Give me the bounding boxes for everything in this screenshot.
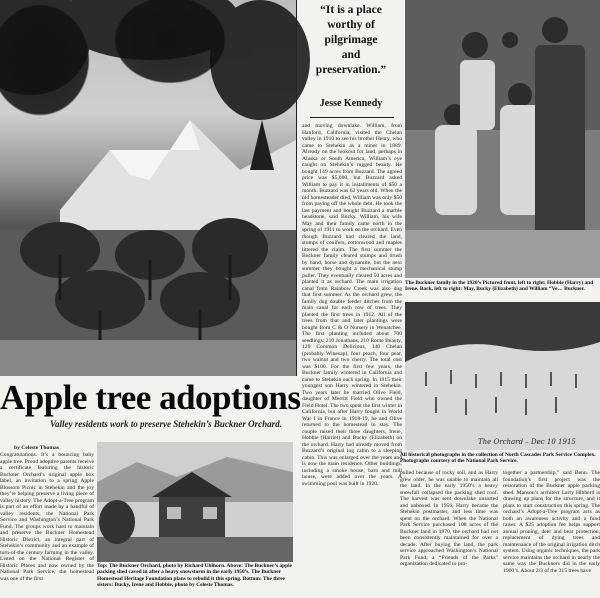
article-column-middle: and moving downlake. William, from Hanford, California, visited the Chelan valley in 1910 to see his brother Henry, who came to Stehekin as a miner in 1889. Already on the lookout for land, perhaps in Alaska or South America, William’s eye caught on Stehekin’s rugged beauty. He bought 149 acres from Buzzard. The agreed price was $5,000, but Buzzard asked William to pay it in installments of $50 a month. Buzzard was 62 years old. When the old homesteader died, William was only $50 from paying off the whole debt. He took the last payment and bought Buzzard a marble headstone, said Bucky. William, his wife May and their family came north in the spring of 1911 to work on the orchard. Even though Buzzard had cleared the land, stumps of conifers, cottonwood and maples littered the claim. The first summer the Buckner family cleared stumps and brush by hand, horse and dynamite, but the next summer they bought a mechanical stump puller. They eventually cleared 50 acres and planted it as orchard. The main irrigation canal from Rainbow Creek was also dug that first summer. As the orchard grew, the family dug double feeder ditches from the main canal for each row of trees. They planted the first trees in 1912. All of the trees from that and later plantings were bought from C & O Nursery in Wenatchee. The first planting included about 700 seedlings: 210 Jonathans, 210 Rome Beauty, 120 Common Delicious, 140 Chelan (probably Winesap), four peach, four pear, two walnut and two cherry. The total cost was $100. For the first few years, the Buckner family wintered in California and came to Stehekin each spring. In 1915 their youngest son Harry wintered in Stehekin. Two years later he married Olive Field, daughter of Merritt Field who owned the Field Hotel. The two spent the first winter in California, but after Harry fought in World War I in France in 1918-19, he and Olive returned to the homestead to stay. The couple raised their three daughters, Irene, Hobbie (Harriet) and Bucky (Elizabeth) on the orchard. Harry had already moved from Buzzard’s original log cabin to a sleeping cabin. This was enlarged over the years and is now the main residence. Other buildings, including a smoke house, barn and mill house, were added over the years. A swimming pool was built in 1920. — [302, 123, 402, 487]
archive-credit-caption: All historical photographs in the collection of North Cascades Park Service Complex. Photographs courtesy of the National Park Service. — [400, 452, 596, 465]
pull-quote-line: and — [341, 49, 361, 61]
quote-rule — [310, 117, 394, 118]
article-column-middle-continued — [302, 382, 402, 596]
orchard-photo — [0, 0, 296, 376]
pull-quote-author: Jesse Kennedy — [319, 98, 383, 109]
orchard-illustration — [0, 0, 296, 376]
handwritten-photo-note: The Orchard – Dec 10 1915 — [478, 438, 576, 446]
article-column-left — [0, 452, 94, 598]
pull-quote-line: “It is a place — [320, 4, 382, 16]
article-column-left-text: Congratulations. It’s a bouncing baby apple tree. Proud adoptive parents receive a certificate featuring the historic Buckner Orchard’s original apple box label, an invitation to a spring Apple Blossom Picnic in Stehekin and the joy they’re helping preserve a living piece of valley history. The Adopt-a-Tree program is part of an effort made by a handful of valley residents, the National Park Service and Washington’s National Park Fund. The groups work hard to maintain and preserve the Buckner Homestead Historic District, an integral part of Stehekin’s community and an example of turn-of-the century farming in the valley. Listed on the National Register of Historic Places and now owned by the National Park Service, the homestead was one of the first — [0, 452, 94, 582]
packing-shed-photo — [97, 442, 293, 562]
packing-shed-caption: Top: The Buckner Orchard, photo by Richard Uhlhorn. Above: The Buckner’s apple packing shed caved in after a heavy snowstorm in the early 1950’s. The Buckner Homestead Heritage Foundation plans to rebuild it this spring. Bottom: The three sisters: Bucky, Irene and Hobbie, photo by Celeste Thomas. — [97, 563, 293, 589]
pull-quote-line: preservation.” — [315, 64, 387, 76]
subheadline: Valley residents work to preserve Stehekin’s Buckner Orchard. — [50, 419, 282, 429]
orchard-1915-illustration — [405, 302, 600, 450]
orchard-1915-photo — [405, 302, 600, 450]
pull-quote-line: worthy of — [327, 19, 375, 31]
family-photo-caption: The Buckner family in the 1920’s Pictured front, left to right: Hobbie (Harry) and Irene. Back, left to right: May, Bucky (Elizabeth) and William “Ve… Buckner. — [405, 280, 594, 293]
family-illustration — [405, 0, 600, 278]
headline: Apple tree adoptions — [0, 378, 301, 417]
packing-shed-illustration — [97, 442, 293, 562]
pull-quote-line: pilgrimage — [324, 34, 378, 46]
pull-quote — [296, 3, 406, 78]
article-column-right-a: pulled because of rocky soil, and as Harry grew older, he was unable to maintain all the land. In the early 1950’s a heavy snowfall collapsed the packing shed roof. The harvest was sent downlake unsorted and unboxed. In 1956, Harry became the Stehekin postmaster, and less time was spent on the orchard. When the National Park Service purchased 108 acres of the Buckner land in 1970, the orchard had not been consistently maintained for over a decade. After buying the land, the park service approached Washington’s National Park Fund, a “Friends of the Parks” organization dedicated to pro- — [400, 470, 498, 567]
article-column-right-b: together a partnership,” said Benn. The foundation’s first project was the restoration of the Buckner apple packing shed. Manson’s architect Larry Hibberd is drawing up plans for the structure, and it plans to start construction this spring. The orchard’s Adopt-a-Tree program acts as both an awareness activity and a fund raiser. A $25 adoption fee helps support annual pruning, deer and bear protection, replacement of dying trees and maintenance of the original irrigation ditch system. Using organic techniques, the park service maintains the orchard in nearly the same way the Buckners did in the early 1900’s. About 2/3 of the 315 trees have — [503, 470, 600, 574]
buckner-family-photo — [405, 0, 600, 278]
byline: by Celeste Thomas — [14, 445, 59, 451]
